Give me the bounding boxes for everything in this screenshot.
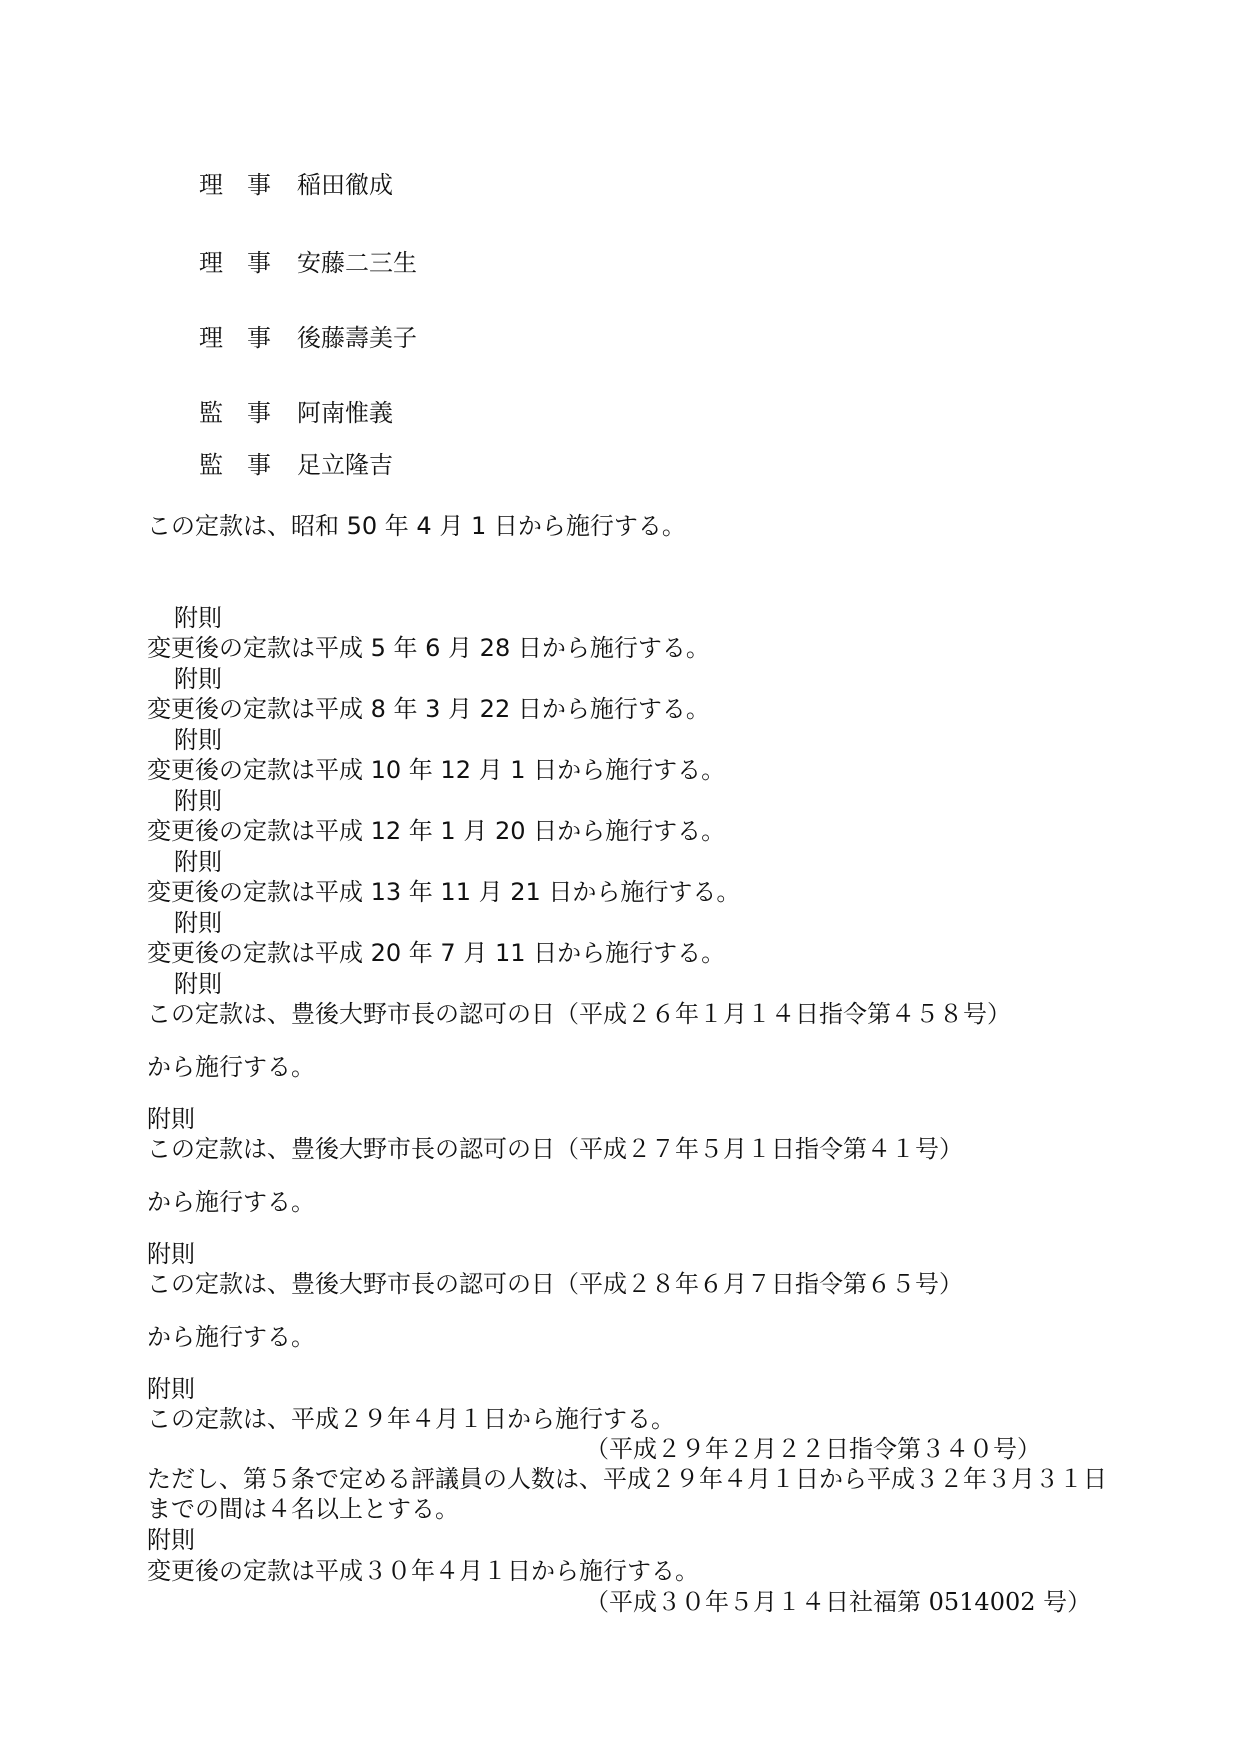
supplementary-label: 附則 — [174, 970, 222, 998]
amendment-line: 変更後の定款は平成 5 年 6 月 28 日から施行する。 — [147, 634, 710, 662]
officer-name: 安藤二三生 — [297, 249, 417, 277]
approval-line: この定款は、豊後大野市長の認可の日（平成２８年６月７日指令第６５号） — [147, 1270, 963, 1298]
auditor-name: 足立隆吉 — [297, 451, 393, 479]
approval-line: この定款は、豊後大野市長の認可の日（平成２７年５月１日指令第４１号） — [147, 1135, 963, 1163]
officer-name: 稲田徹成 — [297, 171, 393, 199]
auditor-role: 監 事 — [199, 451, 271, 479]
amendment-line: 変更後の定款は平成 20 年 7 月 11 日から施行する。 — [147, 939, 726, 967]
h29-proviso-line-2: までの間は４名以上とする。 — [147, 1495, 459, 1523]
supplementary-label: 附則 — [174, 665, 222, 693]
effective-statement: この定款は、昭和 50 年 4 月 1 日から施行する。 — [147, 512, 686, 540]
h30-reference: （平成３０年５月１４日社福第 0514002 号） — [585, 1588, 1092, 1616]
amendment-line: 変更後の定款は平成 10 年 12 月 1 日から施行する。 — [147, 756, 726, 784]
officer-role: 理 事 — [199, 249, 271, 277]
officer-role: 理 事 — [199, 171, 271, 199]
auditor-name: 阿南惟義 — [297, 399, 393, 427]
supplementary-label: 附則 — [174, 604, 222, 632]
supplementary-label: 附則 — [174, 787, 222, 815]
approval-continuation: から施行する。 — [147, 1188, 315, 1216]
h29-proviso-line-1: ただし、第５条で定める評議員の人数は、平成２９年４月１日から平成３２年３月３１日 — [147, 1465, 1107, 1493]
officer-name: 後藤壽美子 — [297, 324, 417, 352]
supplementary-label: 附則 — [174, 909, 222, 937]
supplementary-label: 附則 — [147, 1105, 195, 1133]
amendment-line: 変更後の定款は平成 12 年 1 月 20 日から施行する。 — [147, 817, 726, 845]
h30-effective-line: 変更後の定款は平成３０年４月１日から施行する。 — [147, 1557, 699, 1585]
auditor-role: 監 事 — [199, 399, 271, 427]
officer-role: 理 事 — [199, 324, 271, 352]
amendment-line: 変更後の定款は平成 13 年 11 月 21 日から施行する。 — [147, 878, 741, 906]
supplementary-label: 附則 — [174, 848, 222, 876]
h29-reference: （平成２９年２月２２日指令第３４０号） — [585, 1435, 1041, 1463]
amendment-line: 変更後の定款は平成 8 年 3 月 22 日から施行する。 — [147, 695, 710, 723]
h29-effective-line: この定款は、平成２９年４月１日から施行する。 — [147, 1405, 675, 1433]
supplementary-label: 附則 — [174, 726, 222, 754]
approval-continuation: から施行する。 — [147, 1323, 315, 1351]
supplementary-label: 附則 — [147, 1526, 195, 1554]
approval-continuation: から施行する。 — [147, 1053, 315, 1081]
approval-line: この定款は、豊後大野市長の認可の日（平成２６年１月１４日指令第４５８号） — [147, 1000, 1011, 1028]
supplementary-label: 附則 — [147, 1240, 195, 1268]
supplementary-label: 附則 — [147, 1375, 195, 1403]
